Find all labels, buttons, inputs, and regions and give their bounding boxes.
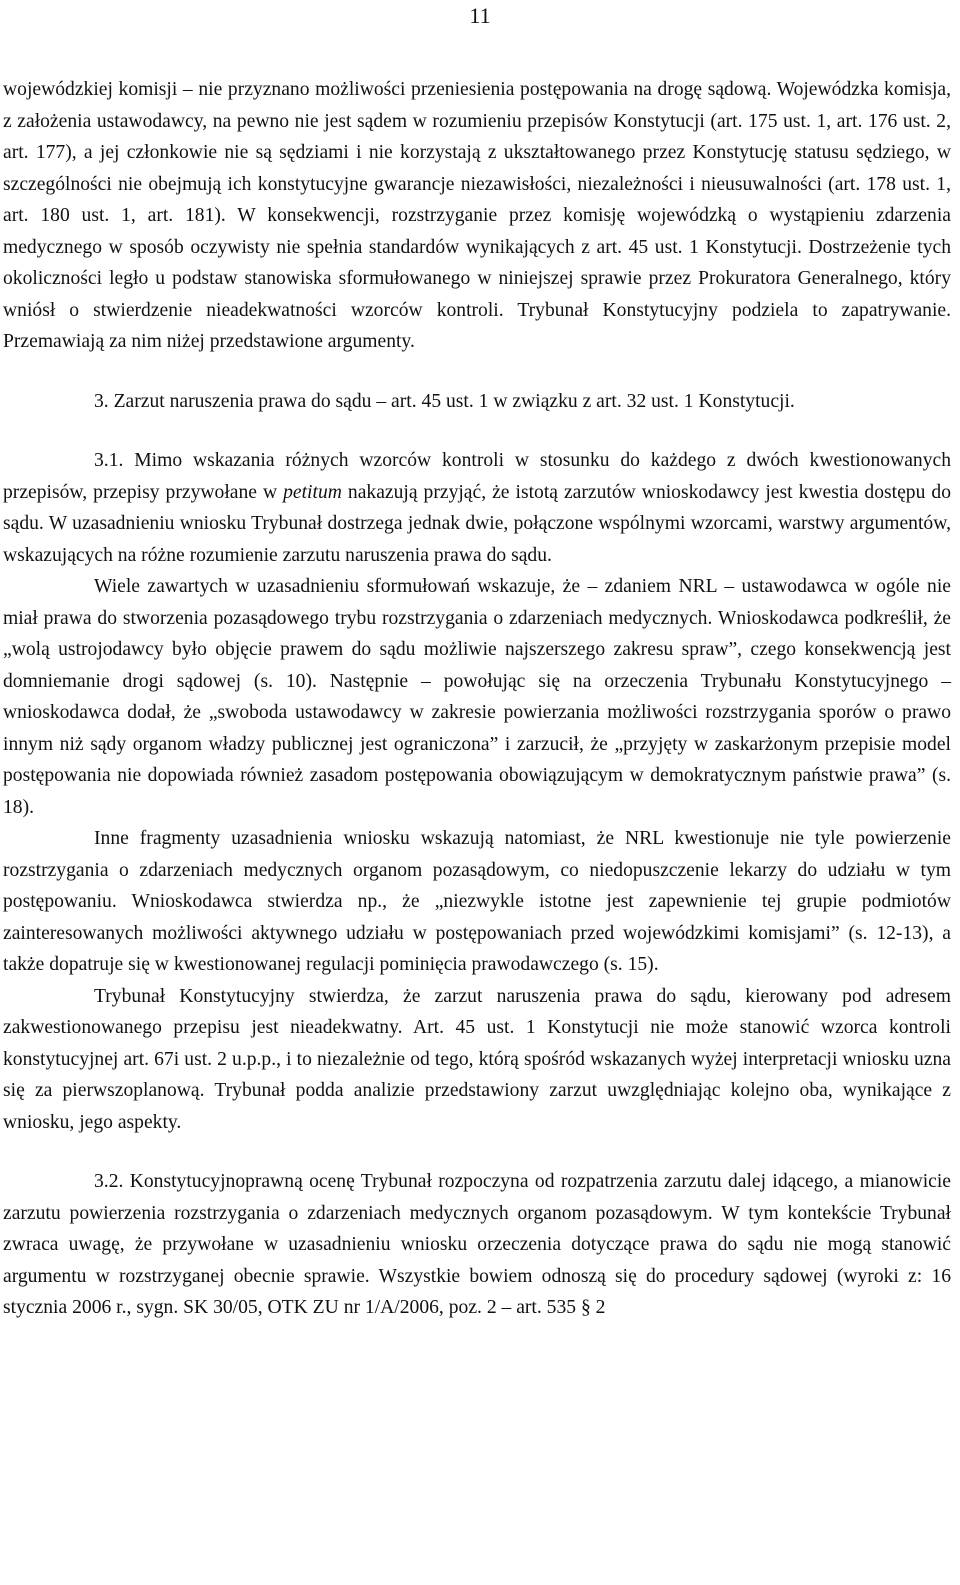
paragraph-inne: Inne fragmenty uzasadnienia wniosku wskazują natomiast, że NRL kwestionuje nie tyle powierzenie rozstrzygania o zdarzeniach medycznych organom pozasądowym, co niedopuszczenie lekarzy do udziału w tym postępowaniu. Wnioskodawca stwierdza np., że „niezwykle istotne jest zapewnienie tej grupie podmiotów zainteresowanych możliwości aktywnego udziału w postępowaniach przed wojewódzkimi komisjami” (s. 12-13), a także dopatruje się w kwestionowanej regulacji pominięcia prawodawczego (s. 15).	[3, 828, 951, 975]
paragraph-3-1-italic-term: petitum	[283, 481, 342, 503]
spacer	[3, 1138, 951, 1166]
page-number: 11	[469, 3, 491, 28]
spacer	[3, 358, 951, 386]
paragraph-3-2: 3.2. Konstytucyjnoprawną ocenę Trybunał rozpoczyna od rozpatrzenia zarzutu dalej idącego, a mianowicie zarzutu powierzenia rozstrzygania o zdarzeniach medycznych organom pozasądowym. W tym kontekście Trybunał zwraca uwagę, że przywołane w uzasadnieniu wniosku orzeczenia dotyczące prawa do sądu nie mogą stanowić argumentu w rozstrzyganej obecnie sprawie. Wszystkie bowiem odnoszą się do procedury sądowej (wyroki z: 16 stycznia 2006 r., sygn. SK 30/05, OTK ZU nr 1/A/2006, poz. 2 – art. 535 § 2	[3, 1171, 951, 1318]
spacer	[3, 417, 951, 445]
document-body	[3, 74, 951, 1324]
paragraph-trybunal: Trybunał Konstytucyjny stwierdza, że zarzut naruszenia prawa do sądu, kierowany pod adresem zakwestionowanego przepisu jest nieadekwatny. Art. 45 ust. 1 Konstytucji nie może stanowić wzorca kontroli konstytucyjnej art. 67i ust. 2 u.p.p., i to niezależnie od tego, którą spośród wskazanych wyżej interpretacji wniosku uzna się za pierwszoplanową. Trybunał podda analizie przedstawiony zarzut uwzględniając kolejno oba, wynikające z wniosku, jego aspekty.	[3, 985, 951, 1133]
paragraph-wiele: Wiele zawartych w uzasadnieniu sformułowań wskazuje, że – zdaniem NRL – ustawodawca w ogóle nie miał prawa do stworzenia pozasądowego trybu rozstrzygania o zdarzeniach medycznych. Wnioskodawca podkreślił, że „wolą ustrojodawcy było objęcie prawem do sądu możliwie najszerszego zakresu spraw”, czego konsekwencją jest domniemanie drogi sądowej (s. 10). Następnie – powołując się na orzeczenia Trybunału Konstytucyjnego – wnioskodawca dodał, że „swoboda ustawodawcy w zakresie powierzania możliwości rozstrzygania sporów o prawo innym niż sądy organom władzy publicznej jest ograniczona” i zarzucił, że „przyjęty w zaskarżonym przepisie model postępowania nie dopowiada również zasadom postępowania obowiązującym w demokratycznym państwie prawa” (s. 18).	[3, 576, 951, 818]
paragraph-3-1	[3, 445, 951, 571]
paragraph-3-1-text-b: nakazują przyjąć, że istotą zarzutów wnioskodawcy jest kwestia dostępu do sądu. W uzasadnieniu wniosku Trybunał dostrzega jednak dwie, połączone wspólnymi wzorcami, warstwy argumentów, wskazujących na różne rozumienie zarzutu naruszenia prawa do sądu.	[3, 481, 951, 566]
paragraph-continuation: wojewódzkiej komisji – nie przyznano możliwości przeniesienia postępowania na drogę sądową. Wojewódzka komisja, z założenia ustawodawcy, na pewno nie jest sądem w rozumieniu przepisów Konstytucji (art. 175 ust. 1, art. 176 ust. 2, art. 177), a jej członkowie nie są sędziami i nie korzystają z ukształtowanego przez Konstytucję statusu sędziego, w szczególności nie obejmują ich konstytucyjne gwarancje niezawisłości, niezależności i nieusuwalności (art. 178 ust. 1, art. 180 ust. 1, art. 181). W konsekwencji, rozstrzyganie przez komisję wojewódzką o wystąpieniu zdarzenia medycznego w sposób oczywisty nie spełnia standardów wynikających z art. 45 ust. 1 Konstytucji. Dostrzeżenie tych okoliczności legło u podstaw stanowiska sformułowanego w niniejszej sprawie przez Prokuratora Generalnego, który wniósł o stwierdzenie nieadekwatności wzorców kontroli. Trybunał Konstytucyjny podziela to zapatrywanie. Przemawiają za nim niżej przedstawione argumenty.	[3, 79, 951, 352]
section-heading-3: 3. Zarzut naruszenia prawa do sądu – art. 45 ust. 1 w związku z art. 32 ust. 1 Konstytucji.	[94, 390, 795, 412]
paragraph-3-1-text-a: 3.1. Mimo wskazania różnych wzorców kontroli w stosunku do każdego z dwóch kwestionowanych przepisów, przepisy przywołane w	[3, 450, 951, 503]
